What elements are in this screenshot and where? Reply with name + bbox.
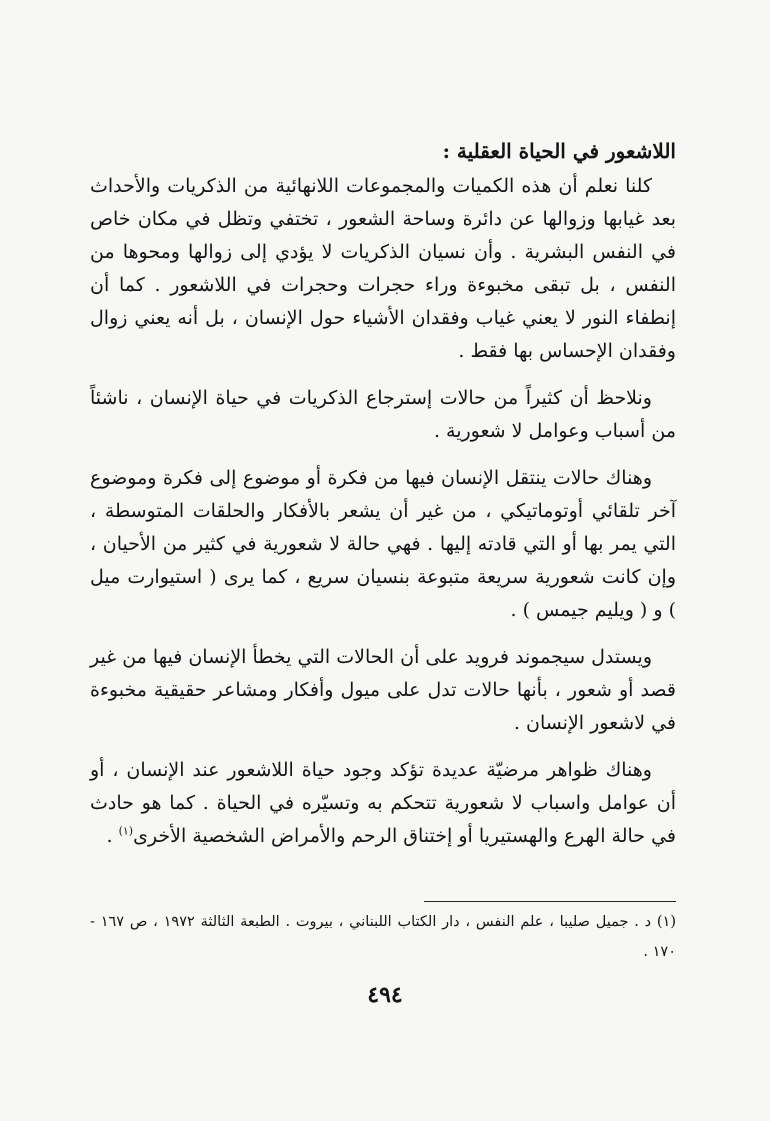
page-number: ٤٩٤: [367, 982, 403, 1008]
main-text: [90, 135, 676, 867]
footnote: (١) د . جميل صليبا ، علم النفس ، دار الكتاب اللبناني ، بيروت . الطبعة الثالثة ١٩٧٢ ، ص ١٦٧ - ١٧٠ .: [90, 914, 676, 960]
paragraph-3: وهناك حالات ينتقل الإنسان فيها من فكرة أو موضوع إلى فكرة وموضوع آخر تلقائي أوتوماتيكي ، من غير أن يشعر بالأفكار والحلقات المتوسطة ، التي يمر بها أو التي قادته إليها . فهي حالة لا شعورية في كثير من الأحيان ، وإن كانت شعورية سريعة متبوعة بنسيان سريع ، كما يرى ( استيوارت ميل ) و ( ويليم جيمس ) .: [90, 467, 676, 621]
paragraph-4: ويستدل سيجموند فرويد على أن الحالات التي يخطأ الإنسان فيها من غير قصد أو شعور ، بأنها حالات تدل على ميول وأفكار ومشاعر حقيقية مخبوءة في لاشعور الإنسان .: [90, 646, 676, 734]
footnote-marker: (١): [118, 824, 134, 838]
paragraph-2: ونلاحظ أن كثيراً من حالات إسترجاع الذكريات في حياة الإنسان ، ناشئاً من أسباب وعوامل لا شعورية .: [90, 387, 676, 442]
paragraph-5-end: .: [106, 825, 119, 847]
footnote-divider: [424, 901, 676, 902]
paragraph-1: كلنا نعلم أن هذه الكميات والمجموعات اللانهائية من الذكريات والأحداث بعد غيابها وزوالها عن دائرة وساحة الشعور ، تختفي وتظل في مكان خاص في النفس البشرية . وأن نسيان الذكريات لا يؤدي إلى زوالها ومحوها من النفس ، بل تبقى مخبوءة وراء حجرات وحجرات في اللاشعور . كما أن إنطفاء النور لا يعني غياب وفقدان الأشياء حول الإنسان ، بل أنه يعني زوال وفقدان الإحساس بها فقط .: [90, 175, 676, 362]
paragraph-5-text: وهناك ظواهر مرضيّة عديدة تؤكد وجود حياة اللاشعور عند الإنسان ، أو أن عوامل واسباب لا شعورية تتحكم به وتسيّره في الحياة . كما هو حادث في حالة الهرع والهستيريا أو إختناق الرحم والأمراض الشخصية الأخرى: [90, 759, 676, 847]
paragraph-5: [90, 754, 676, 853]
section-heading: اللاشعور في الحياة العقلية :: [442, 139, 676, 163]
